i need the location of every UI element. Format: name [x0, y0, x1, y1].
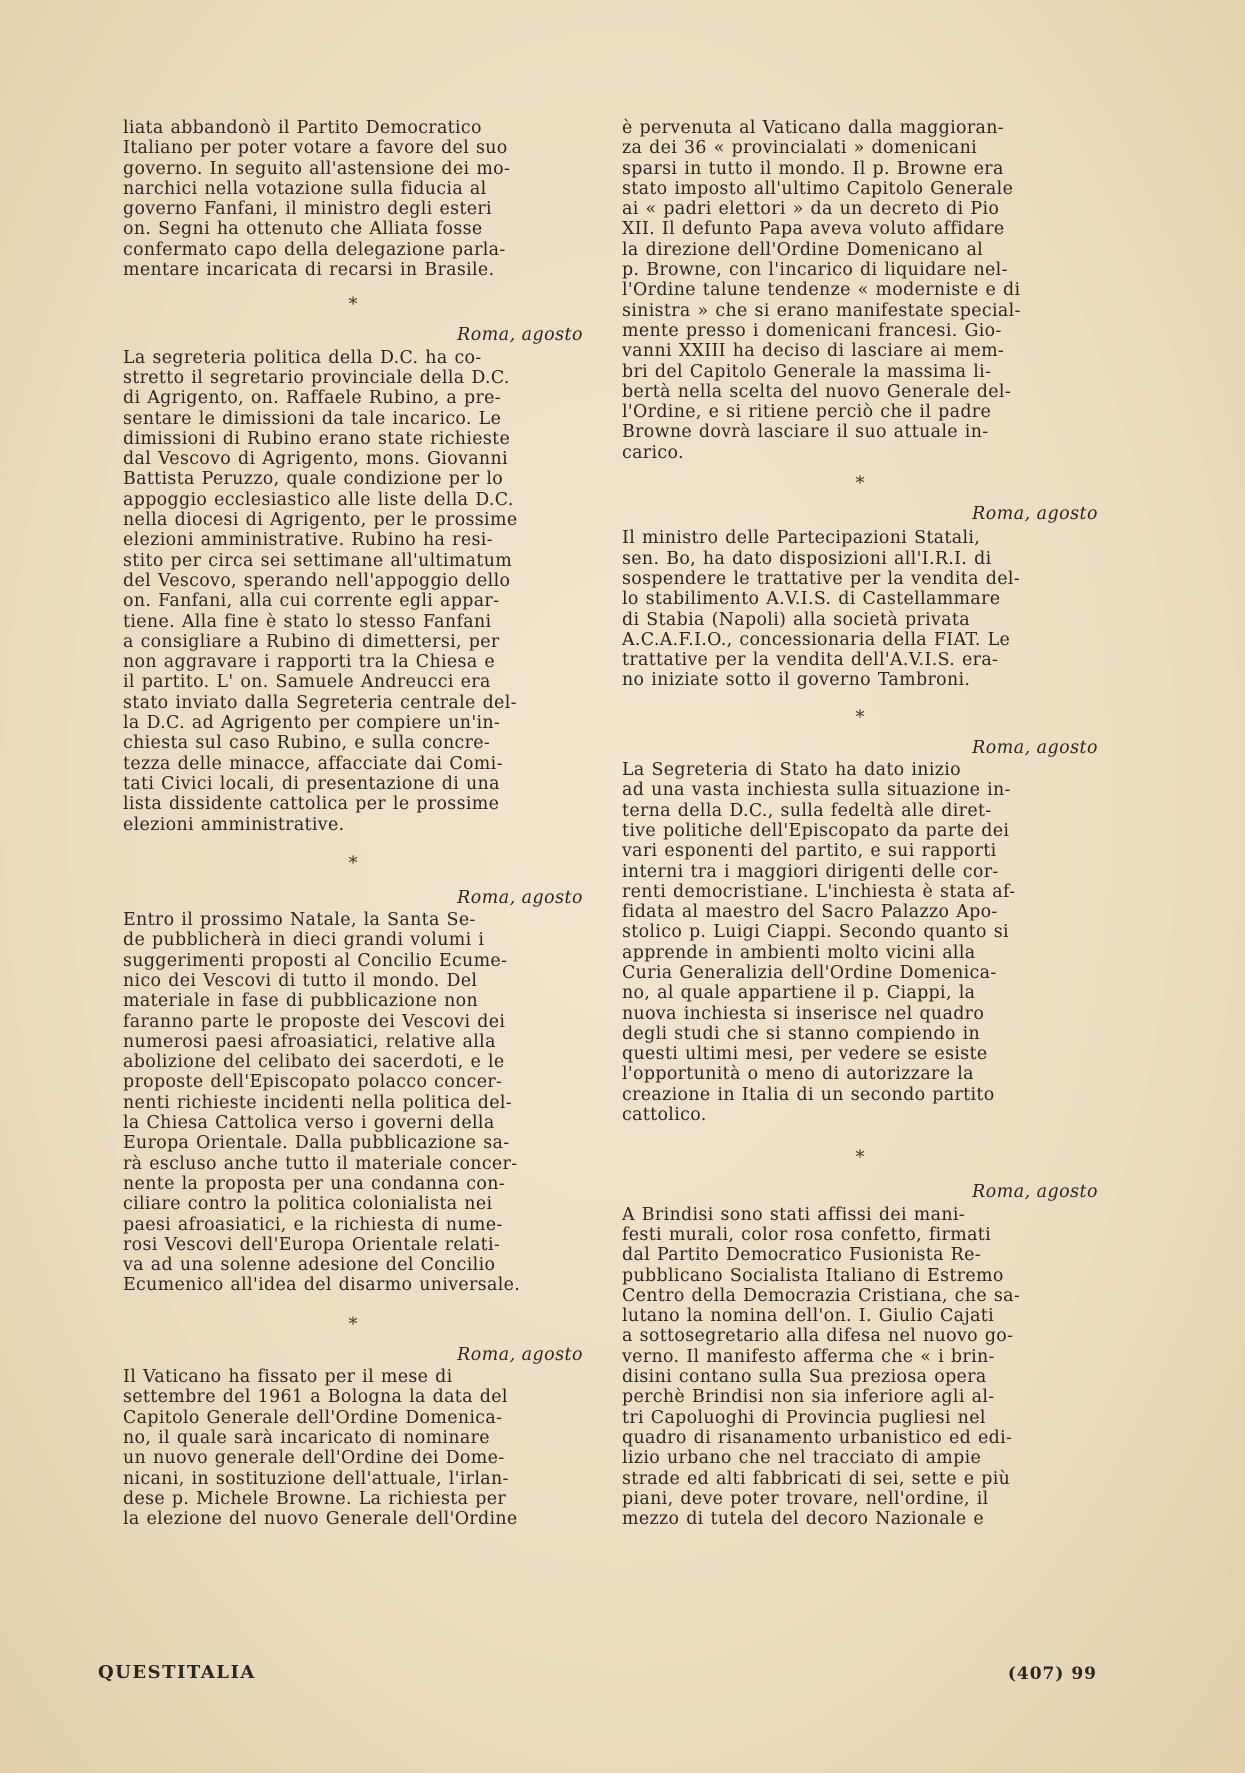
section-separator: * [855, 1147, 865, 1169]
article-paragraph: è pervenuta al Vaticano dalla maggioran- za dei 36 « provincialati » domenicani sparsi in tutto il mondo. Il p. Browne era stato imposto all'ultimo Capitolo Generale ai « padri elettori » da un decreto di Pio XII. Il defunto Papa aveva voluto affidare la direzione dell'Ordine Domenicano al p. Browne, con l'incarico di liquidare nel- l'Ordine talune tendenze « moderniste e di sinistra » che si erano manifestate special- mente presso i domenicani francesi. Gio- vanni XXIII ha deciso di lasciare ai mem- bri del Capitolo Generale la massima li- bertà nella scelta del nuovo Generale del- l'Ordine, e si ritiene perciò che il padre Browne dovrà lasciare il suo attuale in- carico. [622, 118, 1021, 463]
right-column [622, 118, 1098, 1529]
dateline: Roma, agosto [457, 887, 583, 908]
dateline: Roma, agosto [972, 737, 1098, 758]
section-separator: * [855, 473, 865, 495]
article-paragraph: La Segreteria di Stato ha dato inizio ad una vasta inchiesta sulla situazione in- terna della D.C., sulla fedeltà alle diret- tive politiche dell'Episcopato da parte dei vari esponenti del partito, e sui rapporti interni tra i maggiori dirigenti delle cor- renti democristiane. L'inchiesta è stata af- fidata al maestro del Sacro Palazzo Apo- stolico p. Luigi Ciappi. Secondo quanto si apprende in ambienti molto vicini alla Curia Generalizia dell'Ordine Domenica- no, al quale appartiene il p. Ciappi, la nuova inchiesta si inserisce nel quadro degli studi che si stanno compiendo in questi ultimi mesi, per vedere se esiste l'opportunità o meno di autorizzare la creazione in Italia di un secondo partito cattolico. [622, 760, 1016, 1126]
article-paragraph: La segreteria politica della D.C. ha co- stretto il segretario provinciale della D.C. di Agrigento, on. Raffaele Rubino, a pre- sentare le dimissioni da tale incarico. Le dimissioni di Rubino erano state richieste dal Vescovo di Agrigento, mons. Giovanni Battista Peruzzo, quale condizione per lo appoggio ecclesiastico alle liste della D.C. nella diocesi di Agrigento, per le prossime elezioni amministrative. Rubino ha resi- stito per circa sei settimane all'ultimatum del Vescovo, sperando nell'appoggio dello on. Fanfani, alla cui corrente egli appar- tiene. Alla fine è stato lo stesso Fanfani a consigliare a Rubino di dimettersi, per non aggravare i rapporti tra la Chiesa e il partito. L' on. Samuele Andreucci era stato inviato dalla Segreteria centrale del- la D.C. ad Agrigento per compiere un'in- chiesta sul caso Rubino, e sulla concre- tezza delle minacce, affacciate dai Comi- tati Civici locali, di presentazione di una lista dissidente cattolica per le prossime elezioni amministrative. [123, 347, 518, 835]
section-separator: * [348, 852, 358, 874]
dateline: Roma, agosto [457, 1344, 583, 1365]
section-separator: * [348, 294, 358, 316]
page-number: (407) 99 [1007, 1664, 1097, 1684]
magazine-title: QUESTITALIA [98, 1662, 256, 1683]
section-separator: * [348, 1313, 358, 1335]
section-separator: * [855, 706, 865, 728]
dateline: Roma, agosto [972, 504, 1098, 525]
dateline: Roma, agosto [972, 1182, 1098, 1203]
dateline: Roma, agosto [457, 325, 583, 346]
article-paragraph: liata abbandonò il Partito Democratico Italiano per poter votare a favore del suo governo. In seguito all'astensione dei mo- narchici nella votazione sulla fiducia al governo Fanfani, il ministro degli esteri on. Segni ha ottenuto che Alliata fosse confermato capo della delegazione parla- mentare incaricata di recarsi in Brasile. [123, 118, 511, 281]
article-paragraph: Entro il prossimo Natale, la Santa Se- de pubblicherà in dieci grandi volumi i suggerimenti proposti al Concilio Ecume- nico dei Vescovi di tutto il mondo. Del materiale in fase di pubblicazione non faranno parte le proposte dei Vescovi dei numerosi paesi afroasiatici, relative alla abolizione del celibato dei sacerdoti, e le proposte dell'Episcopato polacco concer- nenti richieste incidenti nella politica del- la Chiesa Cattolica verso i governi della Europa Orientale. Dalla pubblicazione sa- rà escluso anche tutto il materiale concer- nente la proposta per una condanna con- ciliare contro la politica colonialista nei paesi afroasiatici, e la richiesta di nume- rosi Vescovi dell'Europa Orientale relati- va ad una solenne adesione del Concilio Ecumenico all'idea del disarmo universale. [123, 910, 521, 1296]
article-paragraph: A Brindisi sono stati affissi dei mani- festi murali, color rosa confetto, firmati dal Partito Democratico Fusionista Re- pubblicano Socialista Italiano di Estremo Centro della Democrazia Cristiana, che sa- lutano la nomina dell'on. I. Giulio Cajati a sottosegretario alla difesa nel nuovo go- verno. Il manifesto afferma che « i brin- disini contano sulla Sua preziosa opera perchè Brindisi non sia inferiore agli al- tri Capoluoghi di Provincia pugliesi nel quadro di risanamento urbanistico ed edi- lizio urbano che nel tracciato di ampie strade ed alti fabbricati di sei, sette e più piani, deve poter trovare, nell'ordine, il mezzo di tutela del decoro Nazionale e [622, 1204, 1021, 1530]
left-column [123, 118, 583, 1529]
article-paragraph: Il ministro delle Partecipazioni Statali, sen. Bo, ha dato disposizioni all'I.R.I. di sospendere le trattative per la vendita del- lo stabilimento A.V.I.S. di Castellammare di Stabia (Napoli) alla società privata A.C.A.F.I.O., concessionaria della FIAT. Le trattative per la vendita dell'A.V.I.S. era- no iniziate sotto il governo Tambroni. [622, 528, 1020, 691]
article-paragraph: Il Vaticano ha fissato per il mese di settembre del 1961 a Bologna la data del Capitolo Generale dell'Ordine Domenica- no, il quale sarà incaricato di nominare un nuovo generale dell'Ordine dei Dome- nicani, in sostituzione dell'attuale, l'irlan- dese p. Michele Browne. La richiesta per la elezione del nuovo Generale dell'Ordine [123, 1367, 518, 1530]
